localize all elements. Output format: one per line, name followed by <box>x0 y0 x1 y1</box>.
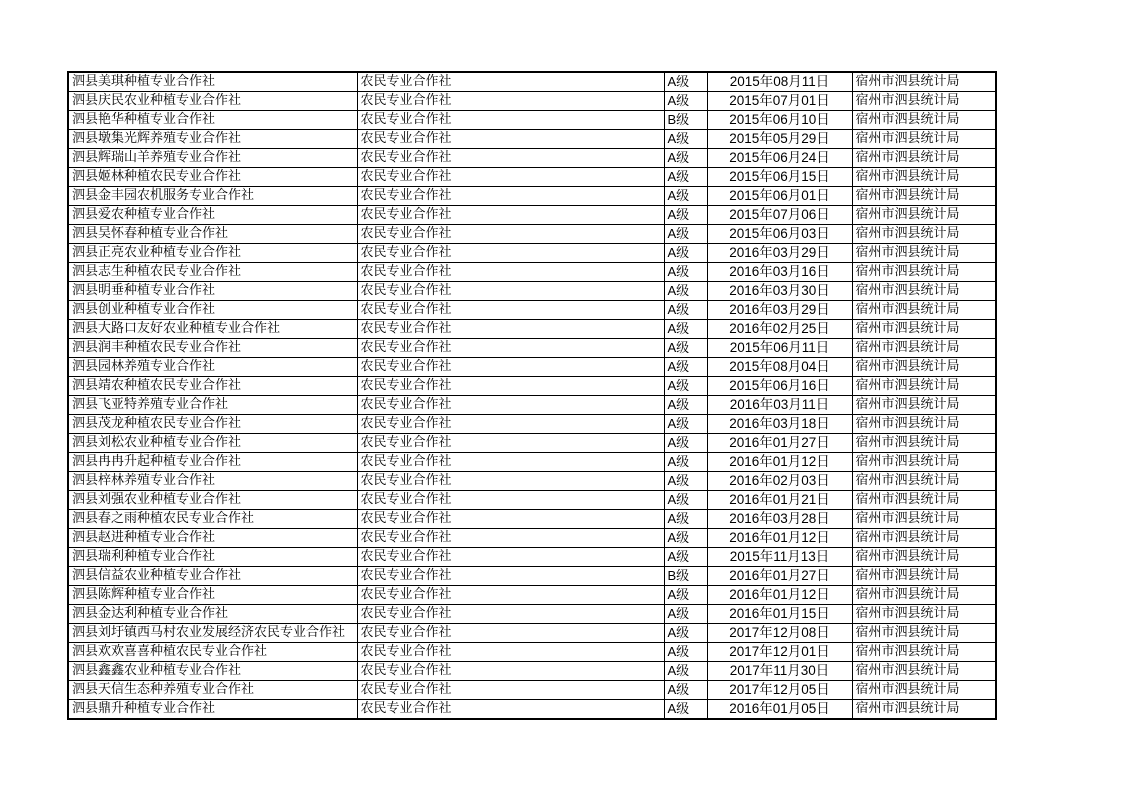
cooperative-name-cell: 泗县金达利种植专业合作社 <box>68 605 357 624</box>
grade-cell: A级 <box>664 282 707 301</box>
cooperative-name-cell: 泗县刘强农业种植专业合作社 <box>68 491 357 510</box>
table-row <box>68 567 996 586</box>
org-type-cell: 农民专业合作社 <box>357 111 664 130</box>
org-type-cell: 农民专业合作社 <box>357 320 664 339</box>
grade-cell: A级 <box>664 548 707 567</box>
table-row <box>68 244 996 263</box>
table-row <box>68 225 996 244</box>
grade-cell: A级 <box>664 415 707 434</box>
issuer-cell: 宿州市泗县统计局 <box>852 358 996 377</box>
issuer-cell: 宿州市泗县统计局 <box>852 510 996 529</box>
grade-cell: B级 <box>664 111 707 130</box>
cooperative-name-cell: 泗县天信生态种养殖专业合作社 <box>68 681 357 700</box>
cooperative-name-cell: 泗县园林养殖专业合作社 <box>68 358 357 377</box>
date-cell: 2016年01月12日 <box>707 586 852 605</box>
date-cell: 2016年01月12日 <box>707 453 852 472</box>
date-cell: 2016年01月05日 <box>707 700 852 720</box>
cooperative-name-cell: 泗县信益农业种植专业合作社 <box>68 567 357 586</box>
org-type-cell: 农民专业合作社 <box>357 92 664 111</box>
org-type-cell: 农民专业合作社 <box>357 662 664 681</box>
org-type-cell: 农民专业合作社 <box>357 377 664 396</box>
table-row <box>68 415 996 434</box>
date-cell: 2016年03月18日 <box>707 415 852 434</box>
date-cell: 2016年01月27日 <box>707 567 852 586</box>
table-row <box>68 662 996 681</box>
issuer-cell: 宿州市泗县统计局 <box>852 662 996 681</box>
cooperative-name-cell: 泗县艳华种植专业合作社 <box>68 111 357 130</box>
table-row <box>68 339 996 358</box>
grade-cell: A级 <box>664 263 707 282</box>
date-cell: 2016年02月25日 <box>707 320 852 339</box>
date-cell: 2015年06月03日 <box>707 225 852 244</box>
table-row <box>68 130 996 149</box>
grade-cell: A级 <box>664 244 707 263</box>
table-row <box>68 111 996 130</box>
date-cell: 2015年06月15日 <box>707 168 852 187</box>
issuer-cell: 宿州市泗县统计局 <box>852 491 996 510</box>
date-cell: 2017年12月08日 <box>707 624 852 643</box>
cooperative-name-cell: 泗县瑞利种植专业合作社 <box>68 548 357 567</box>
cooperative-name-cell: 泗县陈辉种植专业合作社 <box>68 586 357 605</box>
grade-cell: A级 <box>664 301 707 320</box>
issuer-cell: 宿州市泗县统计局 <box>852 149 996 168</box>
grade-cell: A级 <box>664 529 707 548</box>
date-cell: 2016年03月30日 <box>707 282 852 301</box>
issuer-cell: 宿州市泗县统计局 <box>852 700 996 720</box>
date-cell: 2016年03月16日 <box>707 263 852 282</box>
grade-cell: A级 <box>664 643 707 662</box>
table-row <box>68 358 996 377</box>
records-table-body <box>68 72 996 719</box>
table-row <box>68 168 996 187</box>
cooperative-name-cell: 泗县飞亚特养殖专业合作社 <box>68 396 357 415</box>
grade-cell: B级 <box>664 567 707 586</box>
cooperative-name-cell: 泗县墩集光辉养殖专业合作社 <box>68 130 357 149</box>
date-cell: 2015年06月16日 <box>707 377 852 396</box>
org-type-cell: 农民专业合作社 <box>357 168 664 187</box>
org-type-cell: 农民专业合作社 <box>357 225 664 244</box>
issuer-cell: 宿州市泗县统计局 <box>852 434 996 453</box>
issuer-cell: 宿州市泗县统计局 <box>852 605 996 624</box>
grade-cell: A级 <box>664 168 707 187</box>
cooperative-name-cell: 泗县赵进种植专业合作社 <box>68 529 357 548</box>
issuer-cell: 宿州市泗县统计局 <box>852 643 996 662</box>
date-cell: 2016年03月28日 <box>707 510 852 529</box>
org-type-cell: 农民专业合作社 <box>357 149 664 168</box>
issuer-cell: 宿州市泗县统计局 <box>852 453 996 472</box>
org-type-cell: 农民专业合作社 <box>357 130 664 149</box>
table-row <box>68 548 996 567</box>
org-type-cell: 农民专业合作社 <box>357 567 664 586</box>
org-type-cell: 农民专业合作社 <box>357 548 664 567</box>
date-cell: 2016年01月12日 <box>707 529 852 548</box>
grade-cell: A级 <box>664 472 707 491</box>
issuer-cell: 宿州市泗县统计局 <box>852 320 996 339</box>
issuer-cell: 宿州市泗县统计局 <box>852 111 996 130</box>
table-row <box>68 605 996 624</box>
grade-cell: A级 <box>664 187 707 206</box>
issuer-cell: 宿州市泗县统计局 <box>852 396 996 415</box>
org-type-cell: 农民专业合作社 <box>357 282 664 301</box>
table-row <box>68 529 996 548</box>
grade-cell: A级 <box>664 586 707 605</box>
grade-cell: A级 <box>664 434 707 453</box>
org-type-cell: 农民专业合作社 <box>357 624 664 643</box>
date-cell: 2016年01月27日 <box>707 434 852 453</box>
issuer-cell: 宿州市泗县统计局 <box>852 168 996 187</box>
issuer-cell: 宿州市泗县统计局 <box>852 301 996 320</box>
grade-cell: A级 <box>664 453 707 472</box>
table-row <box>68 700 996 720</box>
org-type-cell: 农民专业合作社 <box>357 358 664 377</box>
cooperative-name-cell: 泗县刘圩镇西马村农业发展经济农民专业合作社 <box>68 624 357 643</box>
grade-cell: A级 <box>664 377 707 396</box>
cooperative-name-cell: 泗县鑫鑫农业种植专业合作社 <box>68 662 357 681</box>
issuer-cell: 宿州市泗县统计局 <box>852 567 996 586</box>
cooperative-name-cell: 泗县润丰种植农民专业合作社 <box>68 339 357 358</box>
grade-cell: A级 <box>664 149 707 168</box>
cooperative-name-cell: 泗县欢欢喜喜种植农民专业合作社 <box>68 643 357 662</box>
cooperative-name-cell: 泗县创业种植专业合作社 <box>68 301 357 320</box>
table-row <box>68 453 996 472</box>
cooperative-name-cell: 泗县庆民农业种植专业合作社 <box>68 92 357 111</box>
cooperative-name-cell: 泗县冉冉升起种植专业合作社 <box>68 453 357 472</box>
org-type-cell: 农民专业合作社 <box>357 700 664 720</box>
org-type-cell: 农民专业合作社 <box>357 339 664 358</box>
grade-cell: A级 <box>664 491 707 510</box>
grade-cell: A级 <box>664 700 707 720</box>
date-cell: 2016年03月29日 <box>707 301 852 320</box>
table-row <box>68 282 996 301</box>
table-row <box>68 434 996 453</box>
issuer-cell: 宿州市泗县统计局 <box>852 529 996 548</box>
issuer-cell: 宿州市泗县统计局 <box>852 548 996 567</box>
issuer-cell: 宿州市泗县统计局 <box>852 282 996 301</box>
cooperative-name-cell: 泗县志生种植农民专业合作社 <box>68 263 357 282</box>
org-type-cell: 农民专业合作社 <box>357 681 664 700</box>
date-cell: 2016年01月15日 <box>707 605 852 624</box>
org-type-cell: 农民专业合作社 <box>357 415 664 434</box>
grade-cell: A级 <box>664 92 707 111</box>
table-row <box>68 624 996 643</box>
issuer-cell: 宿州市泗县统计局 <box>852 72 996 92</box>
date-cell: 2015年06月11日 <box>707 339 852 358</box>
cooperative-name-cell: 泗县刘松农业种植专业合作社 <box>68 434 357 453</box>
table-row <box>68 472 996 491</box>
org-type-cell: 农民专业合作社 <box>357 244 664 263</box>
cooperative-name-cell: 泗县茂龙种植农民专业合作社 <box>68 415 357 434</box>
cooperative-name-cell: 泗县爱农种植专业合作社 <box>68 206 357 225</box>
date-cell: 2017年12月05日 <box>707 681 852 700</box>
date-cell: 2015年06月01日 <box>707 187 852 206</box>
grade-cell: A级 <box>664 681 707 700</box>
date-cell: 2017年11月30日 <box>707 662 852 681</box>
table-row <box>68 92 996 111</box>
date-cell: 2016年02月03日 <box>707 472 852 491</box>
table-row <box>68 643 996 662</box>
table-row <box>68 187 996 206</box>
cooperative-name-cell: 泗县美琪种植专业合作社 <box>68 72 357 92</box>
table-row <box>68 263 996 282</box>
grade-cell: A级 <box>664 225 707 244</box>
issuer-cell: 宿州市泗县统计局 <box>852 187 996 206</box>
issuer-cell: 宿州市泗县统计局 <box>852 225 996 244</box>
grade-cell: A级 <box>664 130 707 149</box>
org-type-cell: 农民专业合作社 <box>357 206 664 225</box>
issuer-cell: 宿州市泗县统计局 <box>852 624 996 643</box>
grade-cell: A级 <box>664 605 707 624</box>
org-type-cell: 农民专业合作社 <box>357 510 664 529</box>
org-type-cell: 农民专业合作社 <box>357 491 664 510</box>
date-cell: 2016年03月29日 <box>707 244 852 263</box>
date-cell: 2016年01月21日 <box>707 491 852 510</box>
grade-cell: A级 <box>664 320 707 339</box>
issuer-cell: 宿州市泗县统计局 <box>852 263 996 282</box>
issuer-cell: 宿州市泗县统计局 <box>852 244 996 263</box>
cooperative-name-cell: 泗县春之雨种植农民专业合作社 <box>68 510 357 529</box>
cooperative-name-cell: 泗县吴怀春种植专业合作社 <box>68 225 357 244</box>
date-cell: 2015年07月06日 <box>707 206 852 225</box>
date-cell: 2016年03月11日 <box>707 396 852 415</box>
org-type-cell: 农民专业合作社 <box>357 586 664 605</box>
table-row <box>68 377 996 396</box>
date-cell: 2015年11月13日 <box>707 548 852 567</box>
date-cell: 2015年05月29日 <box>707 130 852 149</box>
table-row <box>68 320 996 339</box>
records-table <box>67 71 997 720</box>
cooperative-name-cell: 泗县姬林种植农民专业合作社 <box>68 168 357 187</box>
cooperative-name-cell: 泗县正亮农业种植专业合作社 <box>68 244 357 263</box>
cooperative-name-cell: 泗县辉瑞山羊养殖专业合作社 <box>68 149 357 168</box>
cooperative-name-cell: 泗县明垂种植专业合作社 <box>68 282 357 301</box>
table-row <box>68 72 996 92</box>
date-cell: 2015年08月04日 <box>707 358 852 377</box>
issuer-cell: 宿州市泗县统计局 <box>852 681 996 700</box>
grade-cell: A级 <box>664 339 707 358</box>
cooperative-name-cell: 泗县金丰园农机服务专业合作社 <box>68 187 357 206</box>
cooperative-name-cell: 泗县靖农种植农民专业合作社 <box>68 377 357 396</box>
issuer-cell: 宿州市泗县统计局 <box>852 472 996 491</box>
table-row <box>68 510 996 529</box>
grade-cell: A级 <box>664 662 707 681</box>
org-type-cell: 农民专业合作社 <box>357 187 664 206</box>
issuer-cell: 宿州市泗县统计局 <box>852 586 996 605</box>
grade-cell: A级 <box>664 72 707 92</box>
org-type-cell: 农民专业合作社 <box>357 72 664 92</box>
grade-cell: A级 <box>664 358 707 377</box>
issuer-cell: 宿州市泗县统计局 <box>852 339 996 358</box>
date-cell: 2015年06月24日 <box>707 149 852 168</box>
date-cell: 2015年08月11日 <box>707 72 852 92</box>
grade-cell: A级 <box>664 396 707 415</box>
date-cell: 2015年06月10日 <box>707 111 852 130</box>
org-type-cell: 农民专业合作社 <box>357 263 664 282</box>
cooperative-name-cell: 泗县梓林养殖专业合作社 <box>68 472 357 491</box>
date-cell: 2015年07月01日 <box>707 92 852 111</box>
issuer-cell: 宿州市泗县统计局 <box>852 92 996 111</box>
table-row <box>68 491 996 510</box>
grade-cell: A级 <box>664 510 707 529</box>
table-row <box>68 586 996 605</box>
org-type-cell: 农民专业合作社 <box>357 605 664 624</box>
table-row <box>68 149 996 168</box>
org-type-cell: 农民专业合作社 <box>357 301 664 320</box>
org-type-cell: 农民专业合作社 <box>357 643 664 662</box>
table-row <box>68 681 996 700</box>
date-cell: 2017年12月01日 <box>707 643 852 662</box>
org-type-cell: 农民专业合作社 <box>357 472 664 491</box>
table-row <box>68 301 996 320</box>
issuer-cell: 宿州市泗县统计局 <box>852 415 996 434</box>
table-row <box>68 206 996 225</box>
cooperative-name-cell: 泗县大路口友好农业种植专业合作社 <box>68 320 357 339</box>
org-type-cell: 农民专业合作社 <box>357 396 664 415</box>
issuer-cell: 宿州市泗县统计局 <box>852 130 996 149</box>
issuer-cell: 宿州市泗县统计局 <box>852 206 996 225</box>
issuer-cell: 宿州市泗县统计局 <box>852 377 996 396</box>
cooperative-name-cell: 泗县鼎升种植专业合作社 <box>68 700 357 720</box>
org-type-cell: 农民专业合作社 <box>357 529 664 548</box>
table-row <box>68 396 996 415</box>
grade-cell: A级 <box>664 206 707 225</box>
org-type-cell: 农民专业合作社 <box>357 434 664 453</box>
org-type-cell: 农民专业合作社 <box>357 453 664 472</box>
grade-cell: A级 <box>664 624 707 643</box>
